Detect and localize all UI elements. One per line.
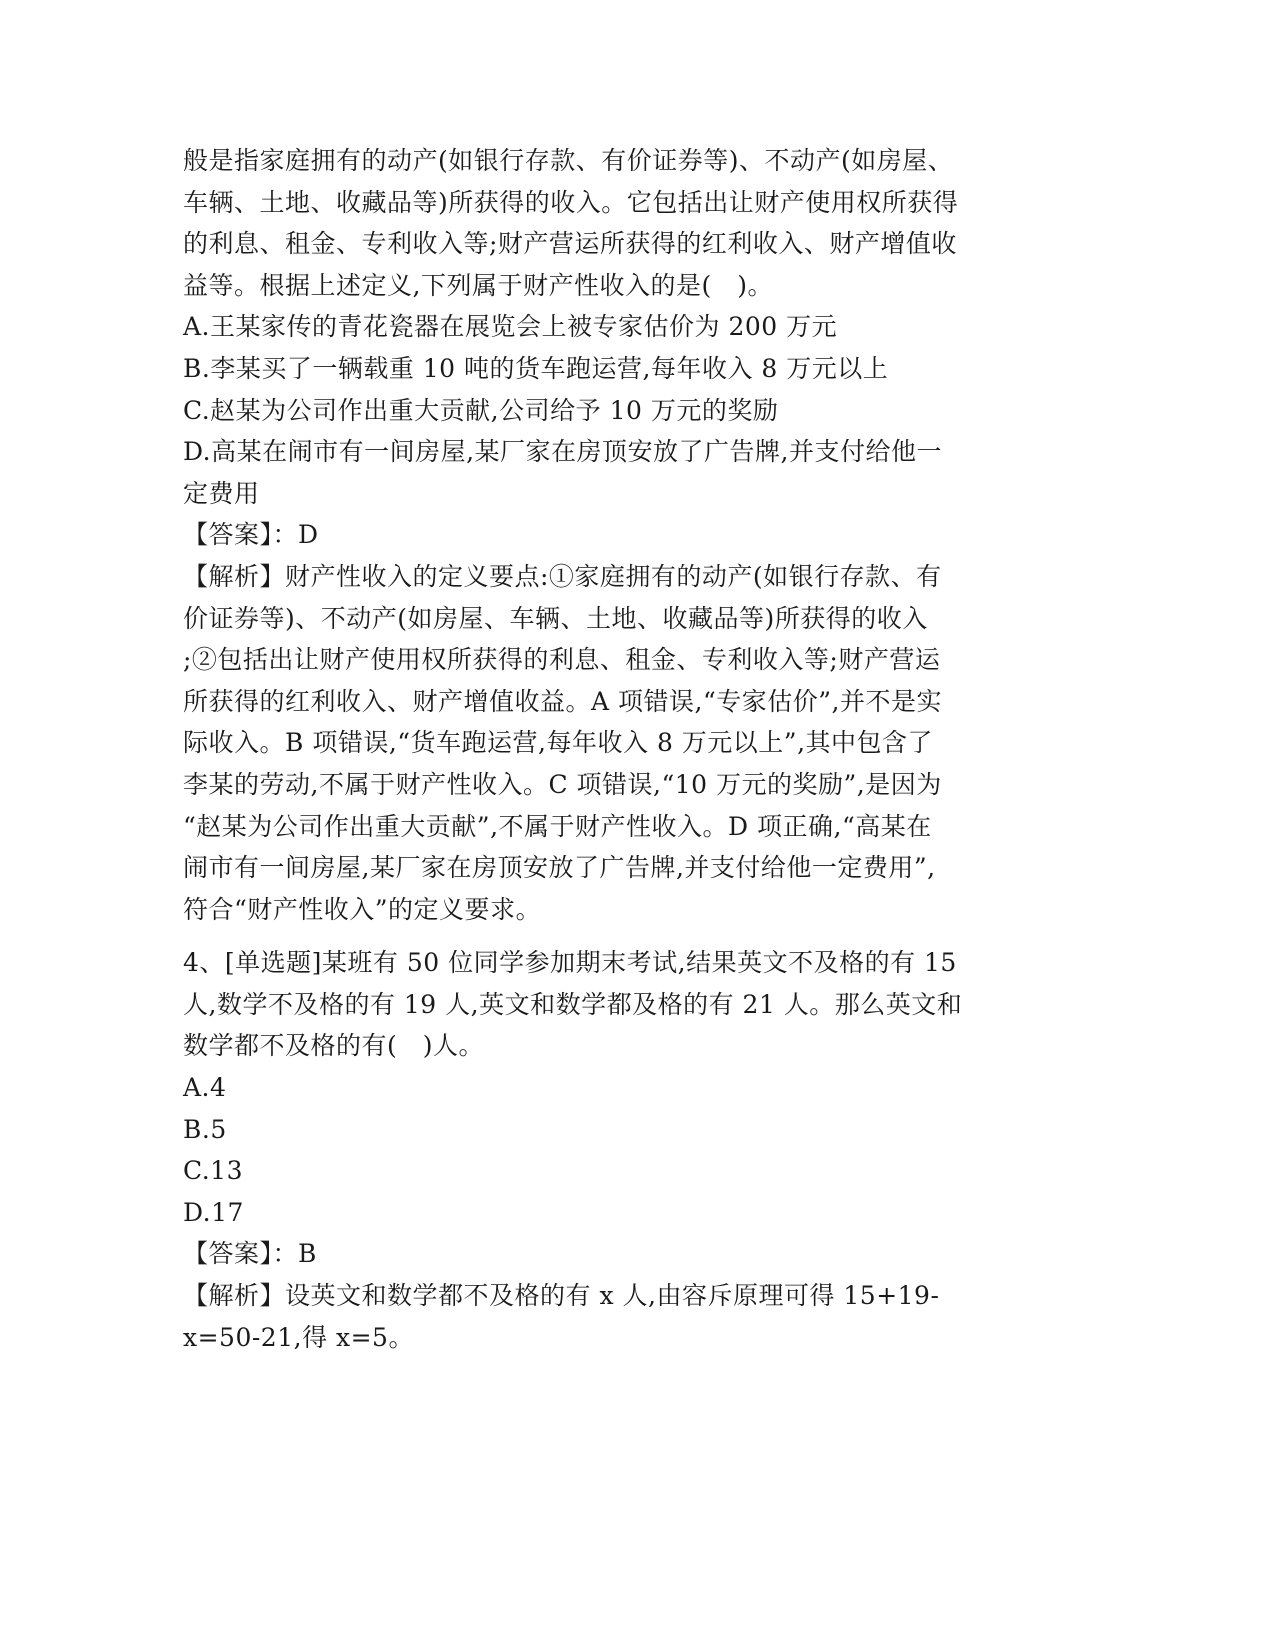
question-spacer xyxy=(183,930,1053,942)
analysis-line: ;②包括出让财产使用权所获得的利息、租金、专利收入等;财产营运 xyxy=(183,645,941,675)
question-4-block xyxy=(183,942,1053,1358)
question-4-options xyxy=(183,1067,1053,1233)
option-c: C.13 xyxy=(183,1156,243,1186)
analysis-line: 李某的劳动,不属于财产性收入。C 项错误,“10 万元的奖励”,是因为 xyxy=(183,769,942,799)
question-stem-line: 般是指家庭拥有的动产(如银行存款、有价证券等)、不动产(如房屋、 xyxy=(183,146,954,175)
question-3-analysis xyxy=(183,556,1053,930)
option-d-continued: 定费用 xyxy=(183,478,260,508)
option-b: B.5 xyxy=(183,1114,227,1144)
analysis-line: “赵某为公司作出重大贡献”,不属于财产性收入。D 项正确,“高某在 xyxy=(183,811,932,841)
question-3-block xyxy=(183,140,1053,930)
analysis-line: 际收入。B 项错误,“货车跑运营,每年收入 8 万元以上”,其中包含了 xyxy=(183,728,934,758)
question-4-analysis xyxy=(183,1275,1053,1358)
question-stem-line: 车辆、土地、收藏品等)所获得的收入。它包括出让财产使用权所获得 xyxy=(183,187,959,217)
answer-label: 【答案】：D xyxy=(183,520,319,550)
question-stem-line: 数学都不及格的有( )人。 xyxy=(183,1031,485,1061)
analysis-line: 闹市有一间房屋,某厂家在房顶安放了广告牌,并支付给他一定费用”, xyxy=(183,853,936,883)
analysis-line: 【解析】财产性收入的定义要点:①家庭拥有的动产(如银行存款、有 xyxy=(183,561,942,591)
analysis-line: 【解析】设英文和数学都不及格的有 x 人,由容斥原理可得 15+19- xyxy=(183,1281,940,1311)
analysis-line: x=50-21,得 x=5。 xyxy=(183,1322,414,1352)
question-3-options xyxy=(183,306,1053,514)
document-page xyxy=(183,140,1053,1358)
analysis-line: 所获得的红利收入、财产增值收益。A 项错误,“专家估价”,并不是实 xyxy=(183,686,942,716)
question-3-stem xyxy=(183,140,1053,306)
question-stem-line: 益等。根据上述定义,下列属于财产性收入的是( )。 xyxy=(183,270,773,300)
question-stem-line: 4、[单选题]某班有 50 位同学参加期末考试,结果英文不及格的有 15 xyxy=(183,948,957,978)
option-d: D.17 xyxy=(183,1197,244,1227)
question-stem-line: 人,数学不及格的有 19 人,英文和数学都及格的有 21 人。那么英文和 xyxy=(183,989,963,1019)
option-b: B.李某买了一辆载重 10 吨的货车跑运营,每年收入 8 万元以上 xyxy=(183,353,889,383)
answer-label: 【答案】：B xyxy=(183,1239,317,1269)
option-d: D.高某在闹市有一间房屋,某厂家在房顶安放了广告牌,并支付给他一 xyxy=(183,437,942,467)
analysis-line: 符合“财产性收入”的定义要求。 xyxy=(183,894,542,924)
option-a: A.王某家传的青花瓷器在展览会上被专家估价为 200 万元 xyxy=(183,312,838,342)
option-c: C.赵某为公司作出重大贡献,公司给予 10 万元的奖励 xyxy=(183,395,779,425)
question-stem-line: 的利息、租金、专利收入等;财产营运所获得的红利收入、财产增值收 xyxy=(183,229,957,259)
analysis-line: 价证券等)、不动产(如房屋、车辆、土地、收藏品等)所获得的收入 xyxy=(183,603,928,633)
question-4-stem xyxy=(183,942,1053,1067)
option-a: A.4 xyxy=(183,1073,227,1103)
